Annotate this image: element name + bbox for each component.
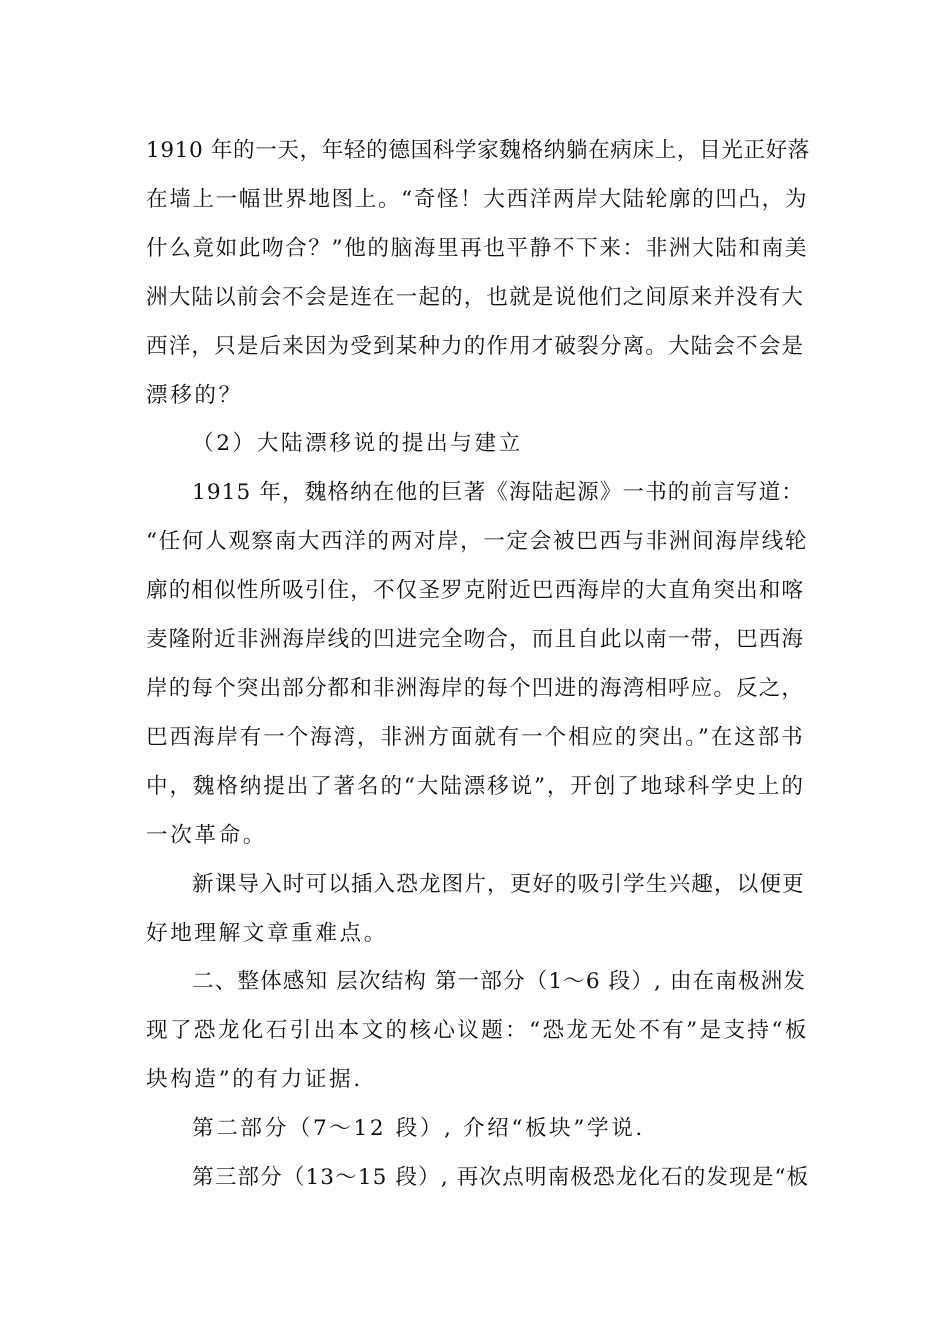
text-line: 在墙上一幅世界地图上。“奇怪！大西洋两岸大陆轮廓的凹凸，为	[146, 186, 809, 212]
text-line: 第三部分（13～15 段）, 再次点明南极恐龙化石的发现是“板	[192, 1165, 810, 1191]
paragraph-structure-part-three	[146, 1154, 810, 1203]
text-line: 新课导入时可以插入恐龙图片，更好的吸引学生兴趣，以便更	[192, 871, 805, 897]
text-line: 麦隆附近非洲海岸线的凹进完全吻合，而且自此以南一带，巴西海	[146, 627, 805, 653]
paragraph-wegener-story	[146, 127, 810, 420]
paragraph-structure-part-one	[146, 958, 810, 1105]
text-line: 第二部分（7～12 段）, 介绍“板块”学说.	[192, 1116, 645, 1142]
text-line: 二、整体感知 层次结构 第一部分（1～6 段）, 由在南极洲发	[192, 969, 807, 995]
paragraph-structure-part-two	[146, 1105, 810, 1154]
text-line: 1910 年的一天，年轻的德国科学家魏格纳躺在病床上，目光正好落	[146, 138, 811, 163]
text-line: 巴西海岸有一个海湾，非洲方面就有一个相应的突出。”在这部书	[146, 724, 805, 750]
text-line: 中，魏格纳提出了著名的“大陆漂移说”，开创了地球科学史上的	[146, 773, 805, 799]
text-line: 1915 年，魏格纳在他的巨著《海陆起源》一书的前言写道：	[192, 480, 804, 506]
text-line: 好地理解文章重难点。	[146, 920, 388, 946]
section-heading	[146, 420, 810, 469]
text-line: 漂移的？	[146, 382, 243, 408]
paragraph-origin-of-continents	[146, 469, 810, 860]
text-line: 什么竟如此吻合？”他的脑海里再也平静不下来：非洲大陆和南美	[146, 235, 809, 261]
text-line: 洲大陆以前会不会是连在一起的，也就是说他们之间原来并没有大	[146, 284, 805, 310]
text-line: “任何人观察南大西洋的两对岸，一定会被巴西与非洲间海岸线轮	[146, 529, 809, 555]
text-line: （2）大陆漂移说的提出与建立	[192, 431, 523, 457]
text-line: 岸的每个突出部分都和非洲海岸的每个凹进的海湾相呼应。反之，	[146, 675, 805, 701]
paragraph-lesson-intro	[146, 861, 810, 959]
text-line: 廓的相似性所吸引住，不仅圣罗克附近巴西海岸的大直角突出和喀	[146, 578, 805, 604]
text-line: 西洋，只是后来因为受到某种力的作用才破裂分离。大陆会不会是	[146, 333, 805, 359]
text-line: 一次革命。	[146, 822, 267, 848]
text-line: 块构造”的有力证据.	[146, 1067, 363, 1093]
text-line: 现了恐龙化石引出本文的核心议题：“恐龙无处不有”是支持“板	[146, 1018, 809, 1044]
document-body	[146, 127, 810, 1203]
